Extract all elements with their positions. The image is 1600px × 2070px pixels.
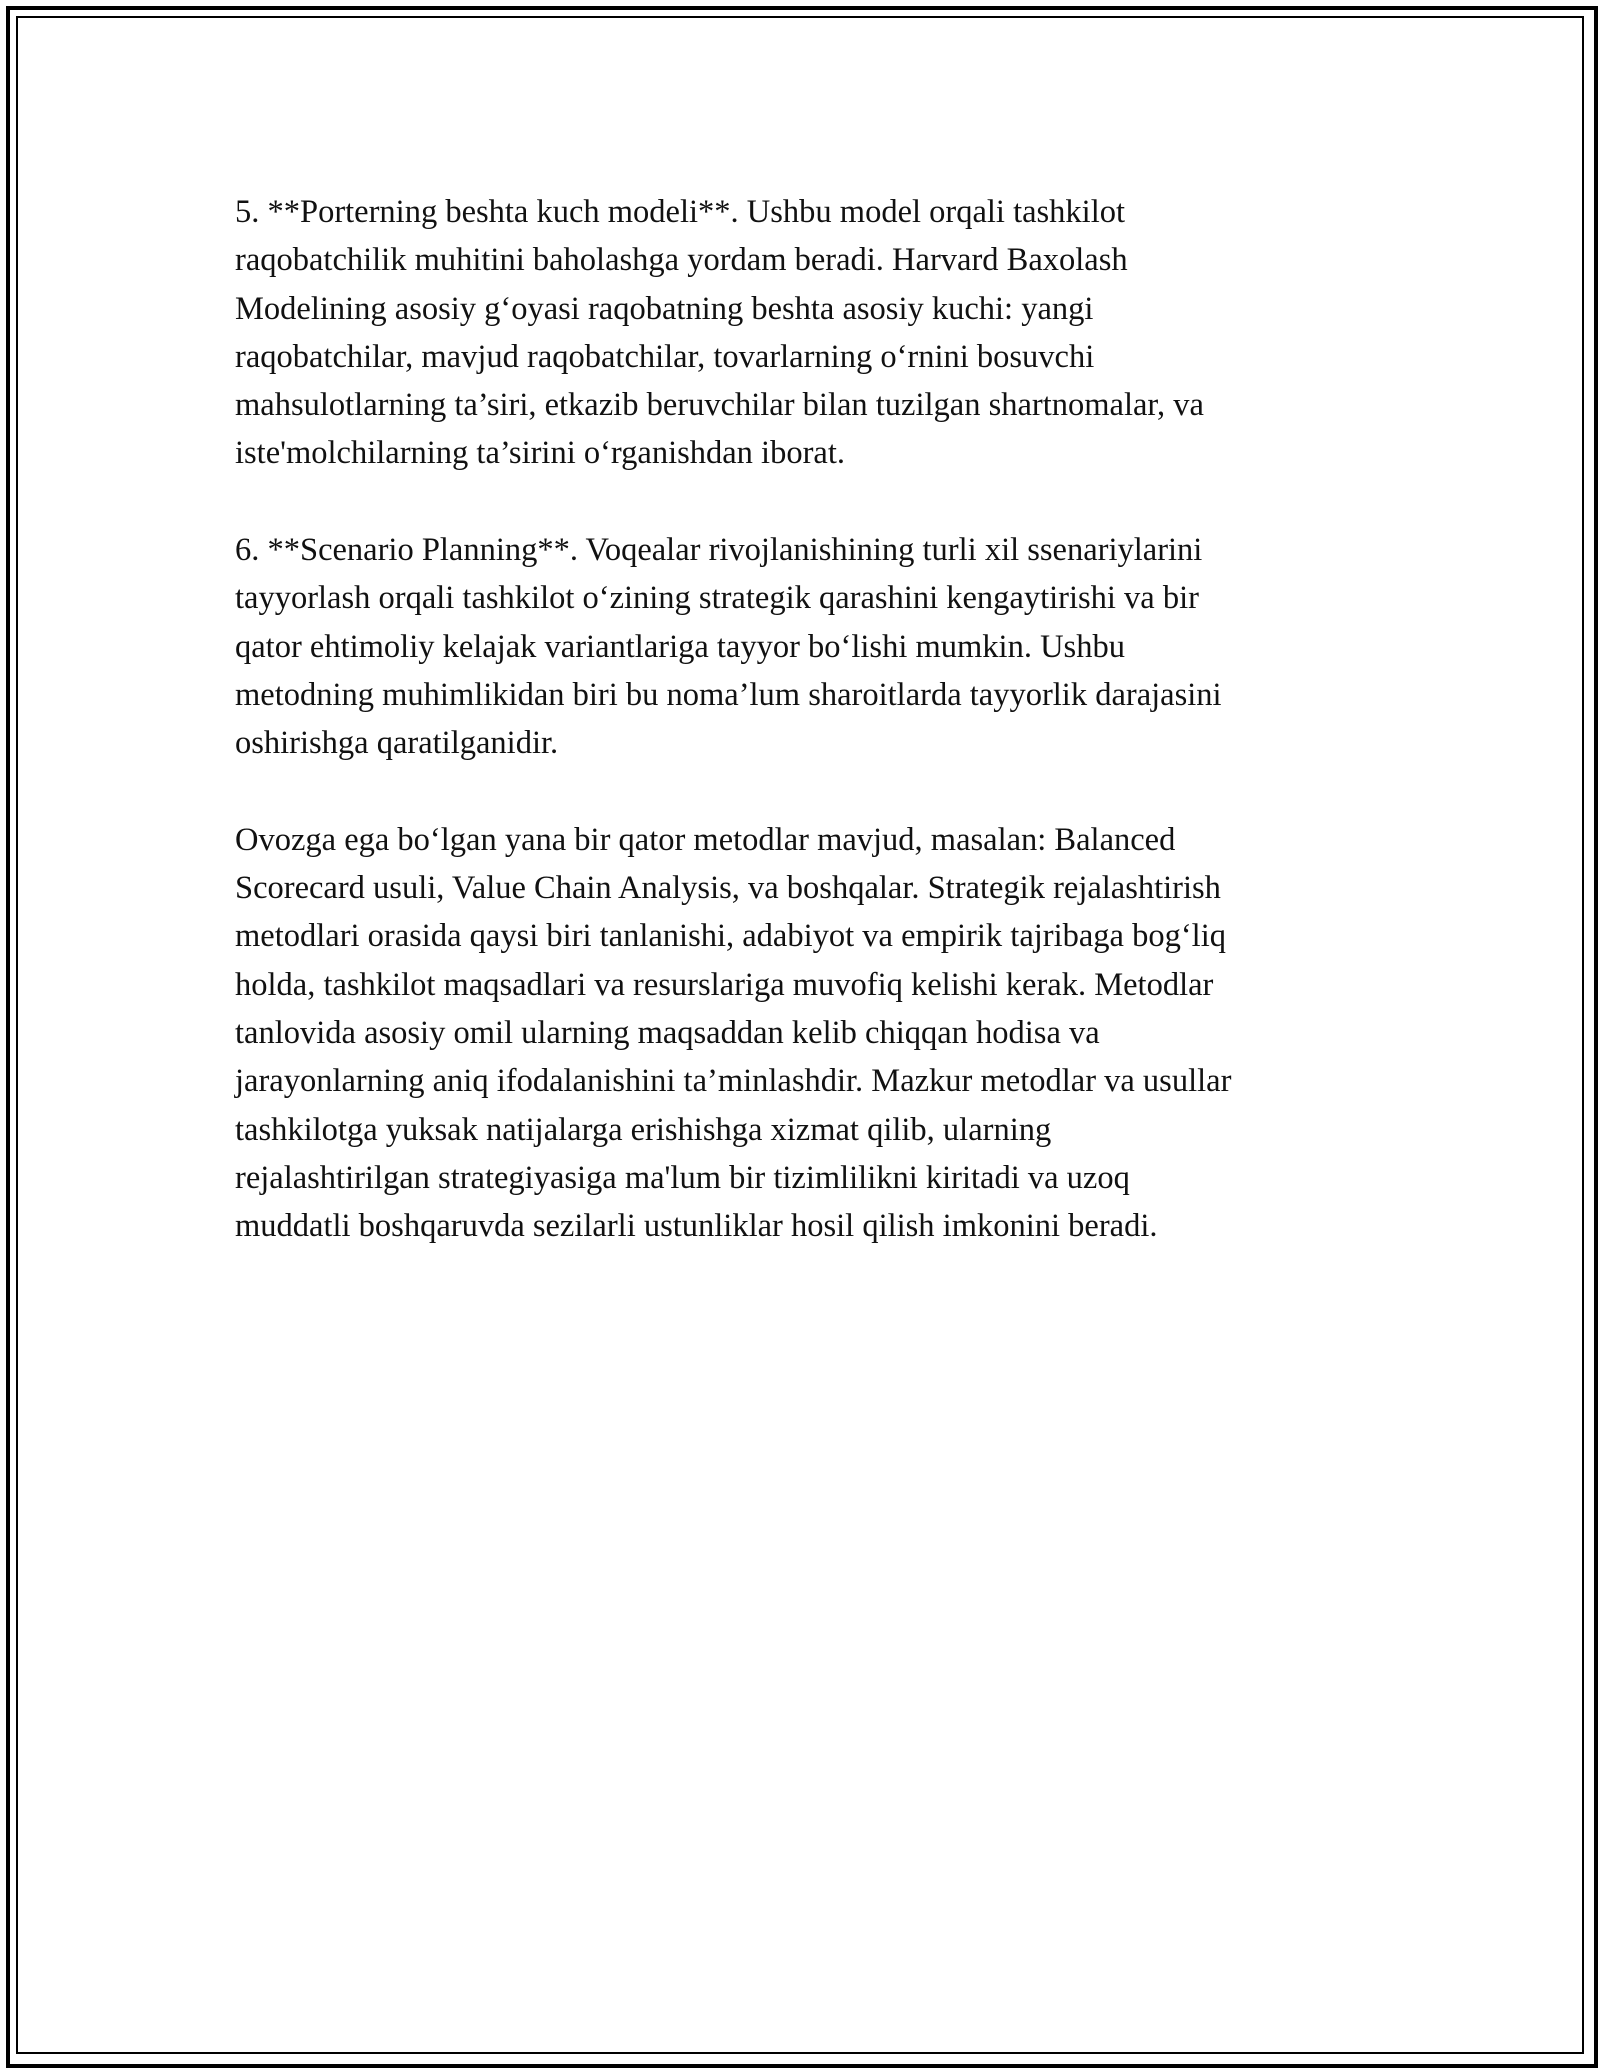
paragraph-other-methods: Ovozga ega bo‘lgan yana bir qator metodlar mavjud, masalan: Balanced Scorecard usuli, Value Chain Analysis, va boshqalar. Strategik rejalashtirish metodlari orasida qaysi biri tanlanishi, adabiyot va empirik tajribaga bog‘liq holda, tashkilot maqsadlari va resurslariga muvofiq kelishi kerak. Metodlar tanlovida asosiy omil ularning maqsaddan kelib chiqqan hodisa va jarayonlarning aniq ifodalanishini ta’minlashdir. Mazkur metodlar va usullar tashkilotga yuksak natijalarga erishishga xizmat qilib, ularning rejalashtirilgan strategiyasiga ma'lum bir tizimlilikni kiritadi va uzoq muddatli boshqaruvda sezilarli ustunliklar hosil qilish imkonini beradi. [235,821,1232,1245]
paragraph-porter-five-forces: 5. **Porterning beshta kuch modeli**. Ushbu model orqali tashkilot raqobatchilik muhitini baholashga yordam beradi. Harvard Baxolash Modelining asosiy g‘oyasi raqobatning beshta asosiy kuchi: yangi raqobatchilar, mavjud raqobatchilar, tovarlarning o‘rnini bosuvchi mahsulotlarning ta’siri, etkazib beruvchilar bilan tuzilgan shartnomalar, va iste'molchilarning ta’sirini o‘rganishdan iborat. [235,194,1204,472]
document-body [235,188,1375,1299]
paragraph-scenario-planning: 6. **Scenario Planning**. Voqealar rivojlanishining turli xil ssenariylarini tayyorlash orqali tashkilot o‘zining strategik qarashini kengaytirishi va bir qator ehtimoliy kelajak variantlariga tayyor bo‘lishi mumkin. Ushbu metodning muhimlikidan biri bu noma’lum sharoitlarda tayyorlik darajasini oshirishga qaratilganidir. [235,532,1222,762]
